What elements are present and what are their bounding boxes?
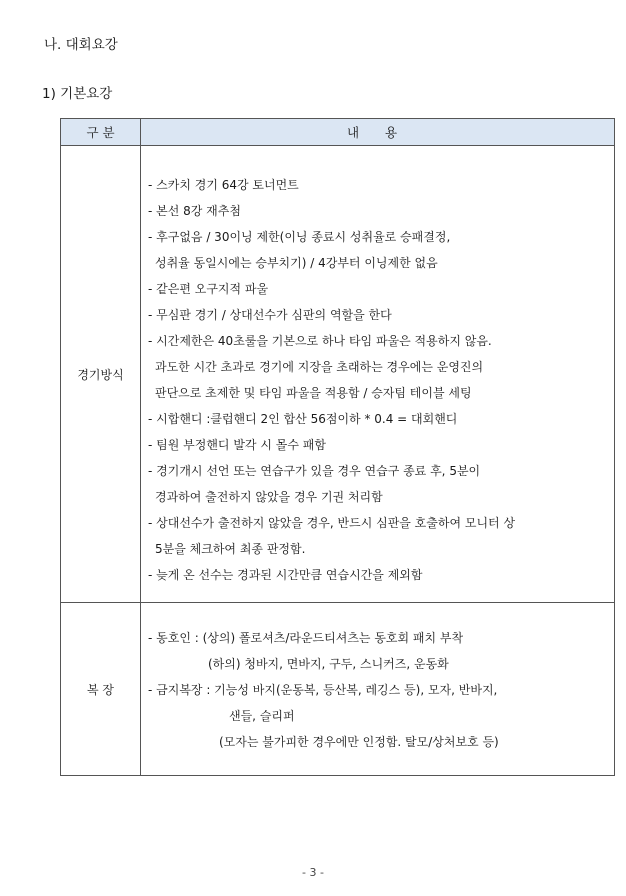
list-item: (모자는 불가피한 경우에만 인정함. 탈모/상처보호 등)	[219, 735, 499, 749]
row-label-dress-code: 복 장	[61, 603, 141, 776]
list-item: - 시간제한은 40초룰을 기본으로 하나 타임 파울은 적용하지 않음.	[148, 334, 492, 348]
page-number: - 3 -	[302, 866, 324, 879]
row-content-game-method	[141, 146, 615, 603]
list-item: - 후구없음 / 30이닝 제한(이닝 종료시 성취율로 승패결정,	[148, 230, 451, 244]
list-item: - 금지복장 : 기능성 바지(운동복, 등산복, 레깅스 등), 모자, 반바지,	[148, 683, 498, 697]
list-item: - 늦게 온 선수는 경과된 시간만큼 연습시간을 제외함	[148, 568, 423, 582]
list-item: - 동호인 : (상의) 폴로셔츠/라운드티셔츠는 동호회 패치 부착	[148, 631, 464, 645]
table-row-dress-code	[61, 603, 615, 776]
list-item: 성취율 동일시에는 승부치기) / 4강부터 이닝제한 없음	[155, 256, 438, 270]
row-content-dress-code	[141, 603, 615, 776]
header-content	[141, 119, 615, 146]
list-item: - 시합핸디 :클럽핸디 2인 합산 56점이하 * 0.4 = 대회핸디	[148, 412, 458, 426]
list-item: - 상대선수가 출전하지 않았을 경우, 반드시 심판을 호출하여 모니터 상	[148, 516, 516, 530]
header-category: 구 분	[61, 119, 141, 146]
table-row-game-method	[61, 146, 615, 603]
game-method-list	[141, 172, 614, 588]
list-item: - 경기개시 선언 또는 연습구가 있을 경우 연습구 종료 후, 5분이	[148, 464, 481, 478]
list-item: - 팀원 부정핸디 발각 시 몰수 패함	[148, 438, 326, 452]
list-item: 5분을 체크하여 최종 판정함.	[155, 542, 306, 556]
list-item: (하의) 청바지, 면바지, 구두, 스니커즈, 운동화	[208, 657, 449, 671]
list-item: - 본선 8강 재추첨	[148, 204, 241, 218]
header-content-label: 내 용	[346, 125, 409, 140]
list-item: - 스카치 경기 64강 토너먼트	[148, 178, 299, 192]
table-header-row	[61, 119, 615, 146]
list-item: 과도한 시간 초과로 경기에 지장을 초래하는 경우에는 운영진의	[155, 360, 484, 374]
section-heading: 나. 대회요강	[44, 37, 118, 53]
list-item: 판단으로 초제한 및 타임 파울을 적용함 / 승자팀 테이블 세팅	[155, 386, 472, 400]
rules-table	[60, 118, 615, 776]
row-label-game-method: 경기방식	[61, 146, 141, 603]
list-item: 샌들, 슬리퍼	[229, 709, 295, 723]
dress-code-list	[141, 625, 614, 755]
list-item: - 같은편 오구지적 파울	[148, 282, 269, 296]
list-item: - 무심판 경기 / 상대선수가 심판의 역할을 한다	[148, 308, 392, 322]
subsection-heading: 1) 기본요강	[42, 86, 113, 102]
list-item: 경과하여 출전하지 않았을 경우 기권 처리함	[155, 490, 383, 504]
